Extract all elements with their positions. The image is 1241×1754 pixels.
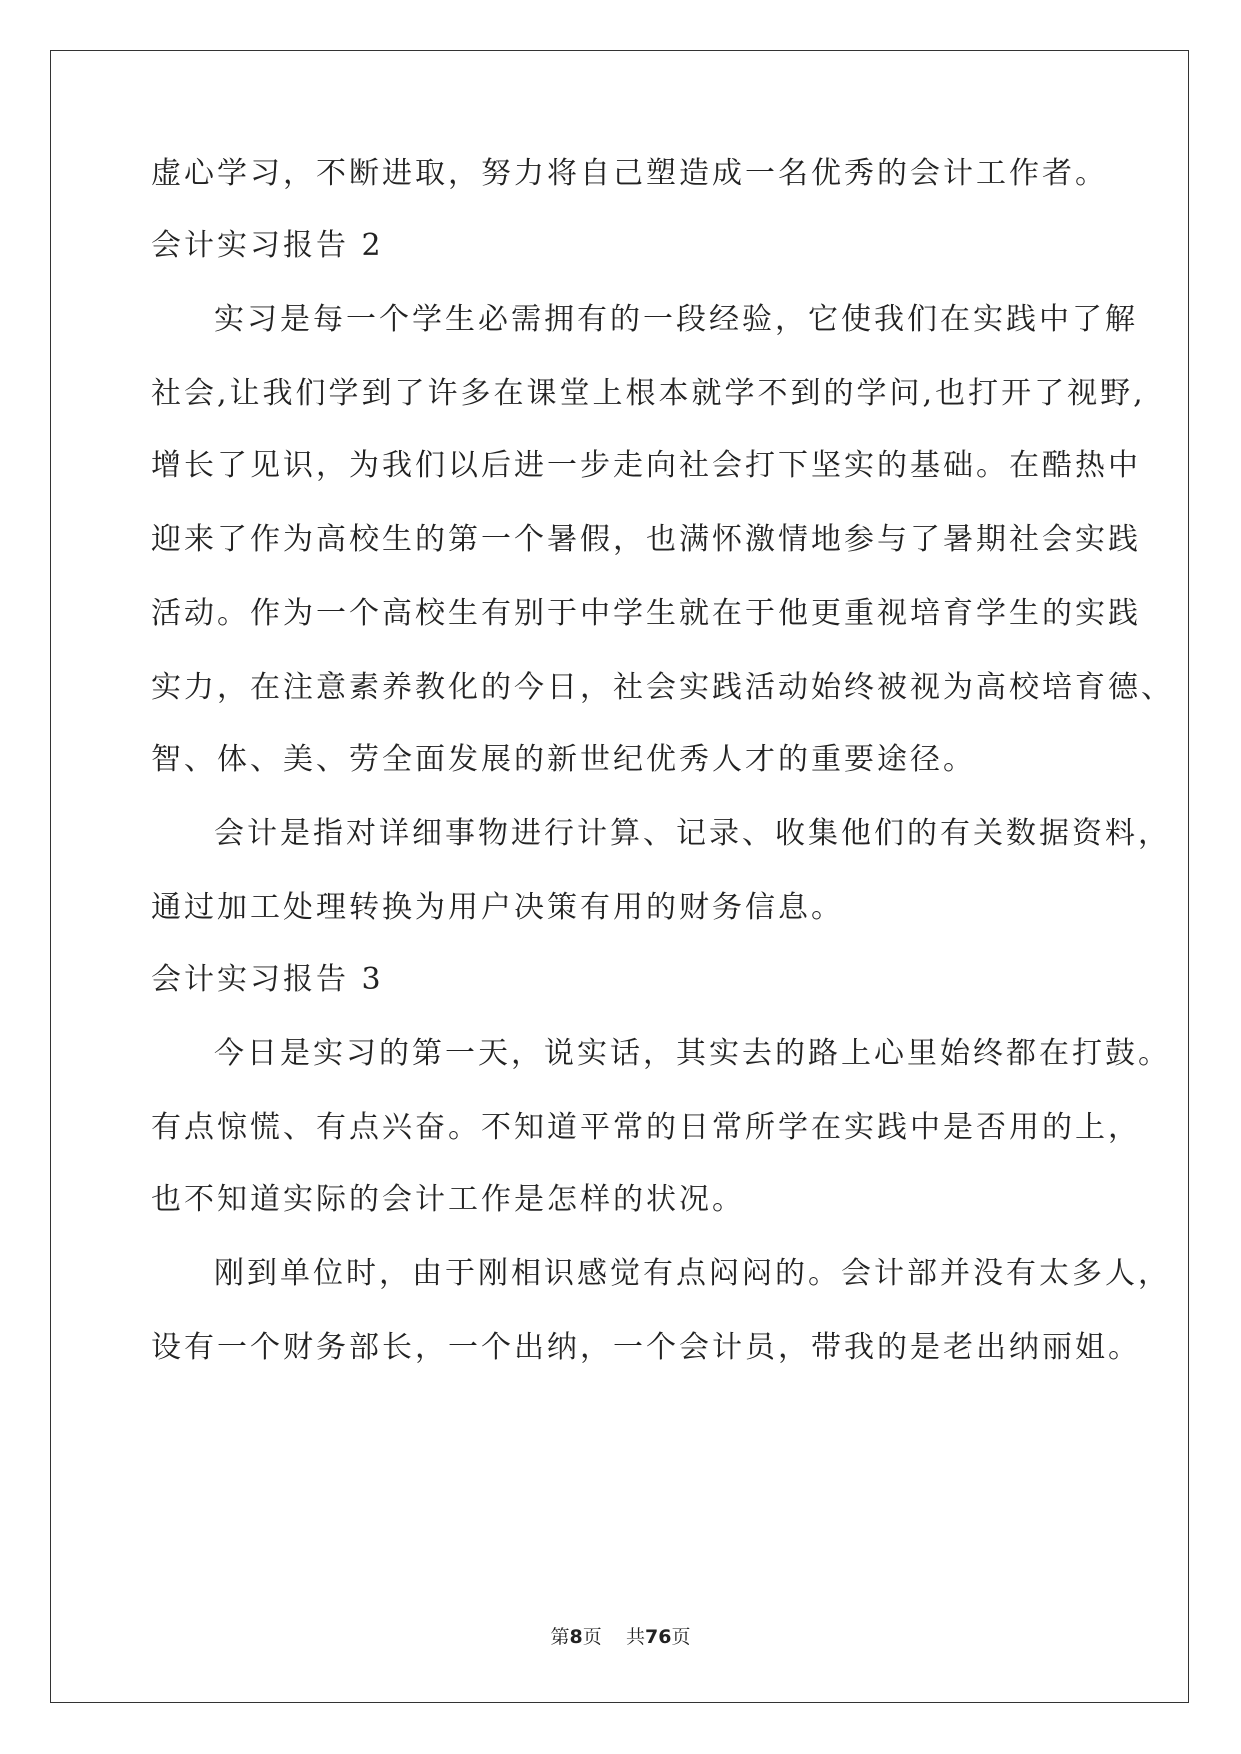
text-line: 今日是实习的第一天，说实话，其实去的路上心里始终都在打鼓。 [214,1036,1171,1071]
text-line: 实习是每一个学生必需拥有的一段经验，它使我们在实践中了解 [214,302,1138,337]
total-pages: 76 [644,1626,672,1648]
text-line: 实力，在注意素养教化的今日，社会实践活动始终被视为高校培育德、 [151,670,1174,705]
text-line: 通过加工处理转换为用户决策有用的财务信息。 [151,890,844,925]
text-line: 有点惊慌、有点兴奋。不知道平常的日常所学在实践中是否用的上， [151,1110,1141,1145]
total-prefix: 共 [625,1626,645,1648]
page-suffix: 页 [582,1626,602,1648]
text-line: 智、体、美、劳全面发展的新世纪优秀人才的重要途径。 [151,742,976,777]
total-suffix: 页 [671,1626,691,1648]
text-line: 社会,让我们学到了许多在课堂上根本就学不到的学问,也打开了视野, [151,376,1146,411]
page-footer [0,1625,1241,1649]
text-line: 虚心学习，不断进取，努力将自己塑造成一名优秀的会计工作者。 [151,156,1108,191]
text-line: 会计是指对详细事物进行计算、记录、收集他们的有关数据资料， [214,816,1171,851]
text-line: 迎来了作为高校生的第一个暑假，也满怀激情地参与了暑期社会实践 [151,522,1141,557]
text-line: 增长了见识，为我们以后进一步走向社会打下坚实的基础。在酷热中 [151,448,1141,483]
text-line: 活动。作为一个高校生有别于中学生就在于他更重视培育学生的实践 [151,596,1141,631]
section-heading: 会计实习报告 2 [151,228,384,263]
text-line: 刚到单位时，由于刚相识感觉有点闷闷的。会计部并没有太多人， [214,1256,1171,1291]
text-line: 设有一个财务部长，一个出纳，一个会计员，带我的是老出纳丽姐。 [151,1330,1141,1365]
page-border [50,50,1189,1703]
text-line: 也不知道实际的会计工作是怎样的状况。 [151,1182,745,1217]
page-number: 8 [569,1626,583,1648]
page-prefix: 第 [550,1626,570,1648]
section-heading: 会计实习报告 3 [151,962,384,997]
